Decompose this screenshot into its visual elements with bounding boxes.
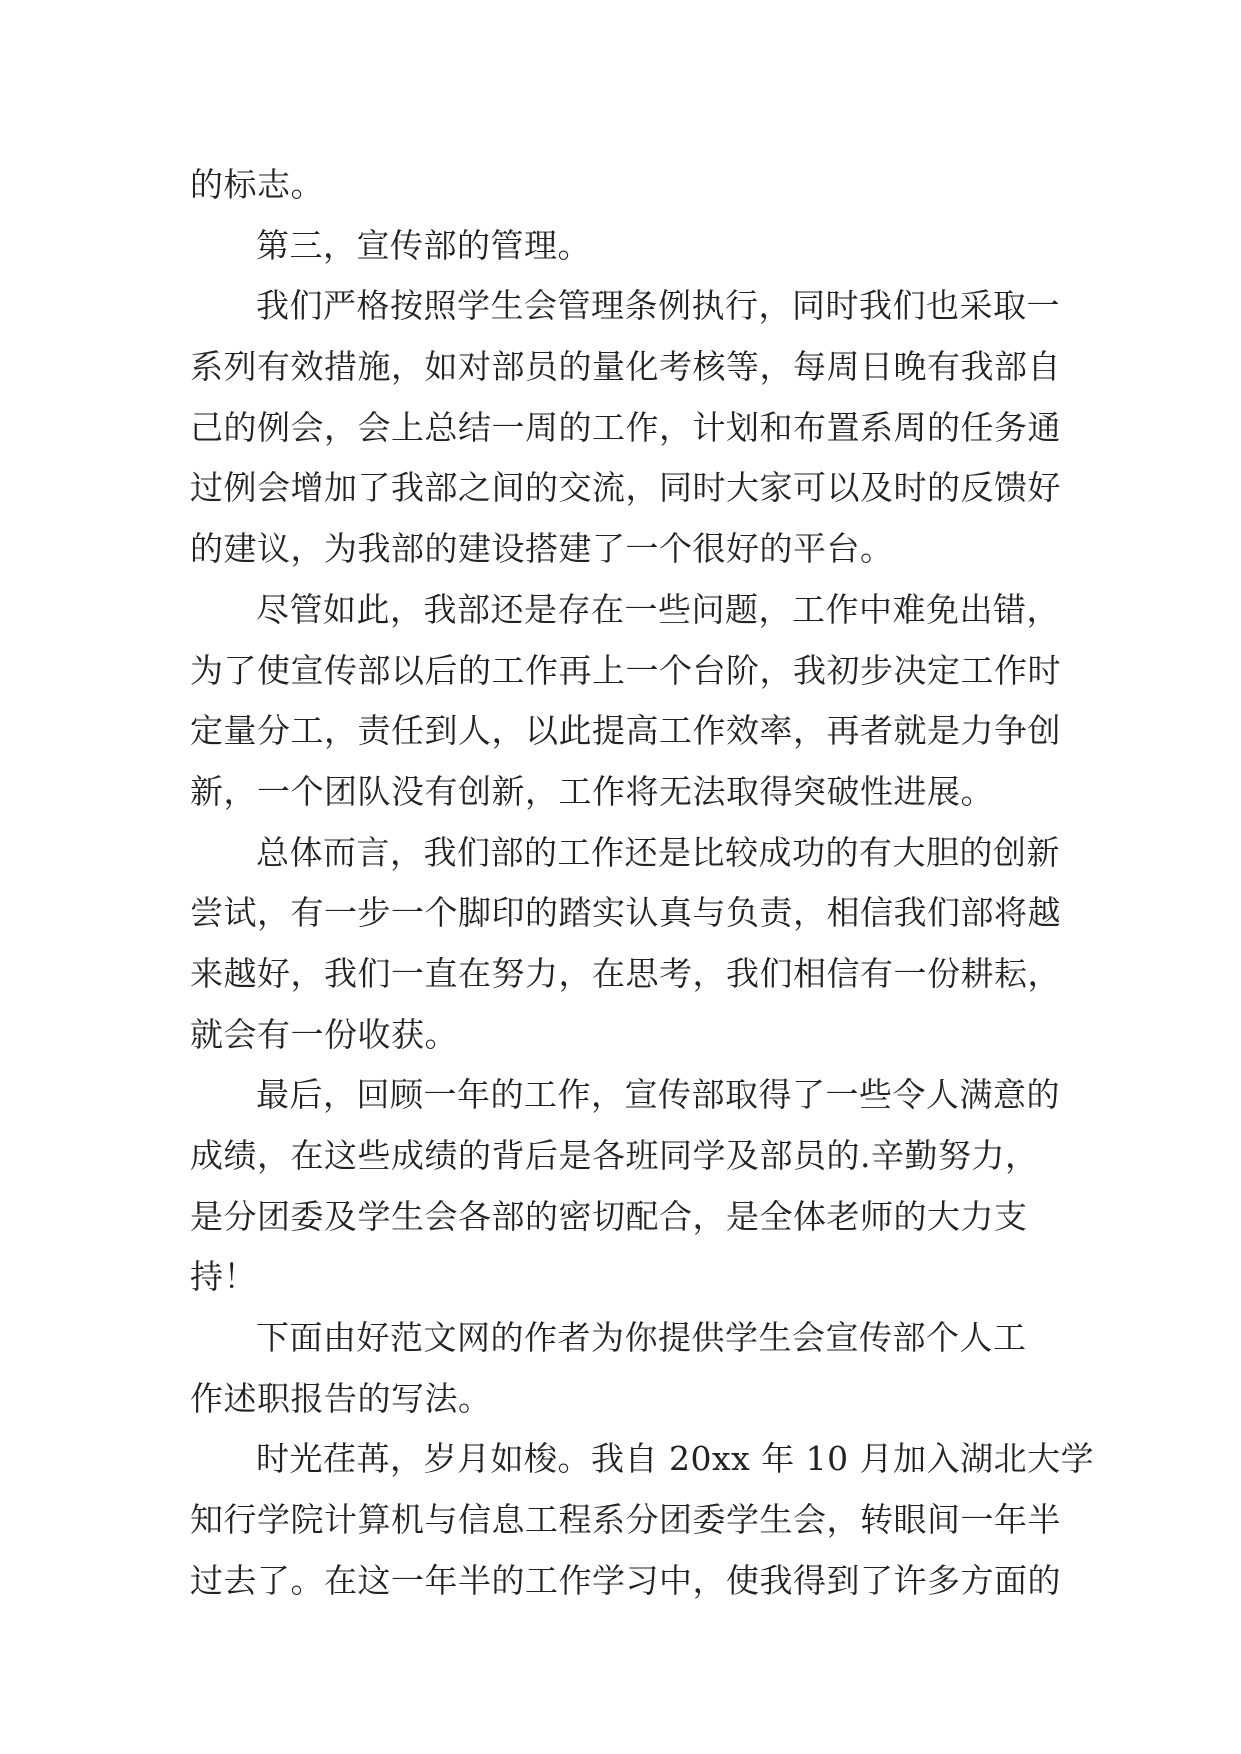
text-line: 成绩，在这些成绩的背后是各班同学及部员的.辛勤努力，: [190, 1136, 1039, 1175]
text-line: 最后，回顾一年的工作，宣传部取得了一些令人满意的: [256, 1075, 1060, 1115]
text-line: 持！: [190, 1257, 257, 1297]
document-body: [190, 155, 1095, 1612]
text-line: 尝试，有一步一个脚印的踏实认真与负责，相信我们部将越: [190, 893, 1061, 933]
text-line: 定量分工，责任到人，以此提高工作效率，再者就是力争创: [190, 711, 1061, 751]
text-line: 过去了。在这一年半的工作学习中，使我得到了许多方面的: [190, 1560, 1061, 1600]
text-line: 的建议，为我部的建设搭建了一个很好的平台。: [190, 529, 894, 569]
text-line: 时光荏苒，岁月如梭。我自 20xx 年 10 月加入湖北大学: [256, 1439, 1095, 1479]
text-line: 尽管如此，我部还是存在一些问题，工作中难免出错，: [256, 589, 1060, 629]
text-line: 为了使宣传部以后的工作再上一个台阶，我初步决定工作时: [190, 650, 1061, 690]
text-line: 我们严格按照学生会管理条例执行，同时我们也采取一: [256, 286, 1060, 326]
text-line: 第三，宣传部的管理。: [256, 225, 591, 265]
text-line: 下面由好范文网的作者为你提供学生会宣传部个人工: [256, 1318, 1027, 1358]
text-line: 过例会增加了我部之间的交流，同时大家可以及时的反馈好: [190, 468, 1061, 508]
text-line: 的标志。: [190, 165, 324, 204]
text-line: 就会有一份收获。: [190, 1014, 458, 1054]
text-line: 总体而言，我们部的工作还是比较成功的有大胆的创新: [256, 832, 1060, 872]
text-line: 作述职报告的写法。: [190, 1378, 492, 1418]
text-line: 来越好，我们一直在努力，在思考，我们相信有一份耕耘，: [190, 953, 1061, 993]
text-line: 己的例会，会上总结一周的工作，计划和布置系周的任务通: [190, 407, 1061, 447]
text-line: 是分团委及学生会各部的密切配合，是全体老师的大力支: [190, 1196, 1028, 1236]
text-line: 新，一个团队没有创新，工作将无法取得突破性进展。: [190, 771, 994, 811]
text-line: 知行学院计算机与信息工程系分团委学生会，转眼间一年半: [190, 1500, 1061, 1540]
text-line: 系列有效措施，如对部员的量化考核等，每周日晚有我部自: [190, 347, 1061, 387]
